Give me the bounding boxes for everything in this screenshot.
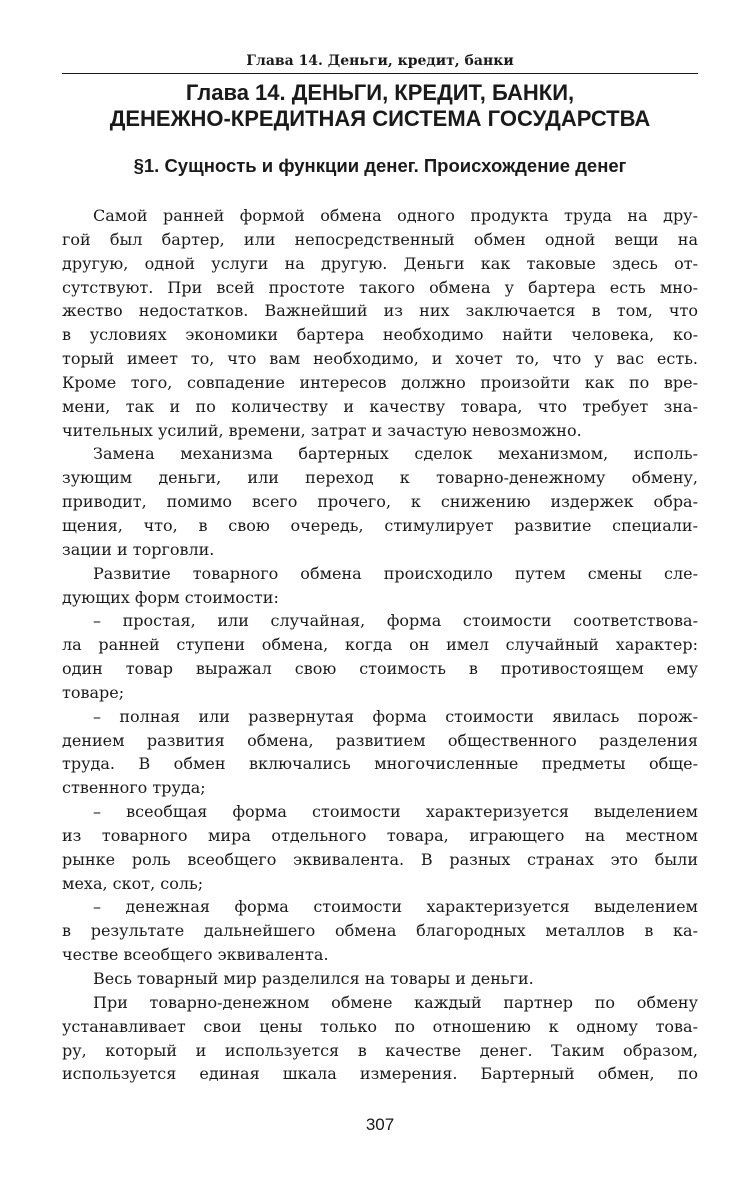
text-line: дением развития обмена, развитием общественного разделения: [62, 730, 698, 750]
text-line: меха, скот, соль;: [62, 873, 204, 893]
text-line: – денежная форма стоимости характеризуется выделением: [93, 897, 698, 917]
text-line: Кроме того, совпадение интересов должно произойти как по вре-: [62, 372, 698, 392]
text-line: честве всеобщего эквивалента.: [62, 945, 329, 965]
text-line: сутствуют. При всей простоте такого обмена у бартера есть мно-: [62, 277, 698, 297]
text-line: зации и торговли.: [62, 539, 215, 559]
text-line: устанавливает свои цены только по отношению к одному това-: [62, 1016, 698, 1036]
chapter-title: [62, 80, 698, 132]
text-line: рынке роль всеобщего эквивалента. В разных странах это были: [62, 849, 698, 869]
text-line: Развитие товарного обмена происходило путем смены сле-: [93, 563, 698, 583]
header-rule: [62, 73, 698, 74]
body-text: [62, 204, 698, 1086]
text-line: ру, который и используется в качестве денег. Таким образом,: [62, 1040, 698, 1060]
text-line: Замена механизма бартерных сделок механизмом, исполь-: [93, 444, 698, 464]
text-line: щения, что, в свою очередь, стимулирует развитие специали-: [62, 515, 698, 535]
text-line: дующих форм стоимости:: [62, 587, 279, 607]
text-line: жество недостатков. Важнейший из них заключается в том, что: [62, 301, 698, 321]
text-line: один товар выражал свою стоимость в противостоящем ему: [62, 659, 698, 679]
text-line: из товарного мира отдельного товара, играющего на местном: [62, 825, 698, 845]
chapter-title-line-1: Глава 14. ДЕНЬГИ, КРЕДИТ, БАНКИ,: [185, 80, 575, 105]
text-line: используется единая шкала измерения. Бартерный обмен, по: [62, 1064, 698, 1084]
text-line: в результате дальнейшего обмена благородных металлов в ка-: [62, 921, 698, 941]
text-line: другую, одной услуги на другую. Деньги как таковые здесь от-: [62, 253, 698, 273]
text-line: торый имеет то, что вам необходимо, и хочет то, что у вас есть.: [62, 349, 698, 369]
text-line: гой был бартер, или непосредственный обмен одной вещи на: [62, 229, 698, 249]
section-title: §1. Сущность и функции денег. Происхождение денег: [133, 155, 627, 176]
chapter-title-line-2: ДЕНЕЖНО-КРЕДИТНАЯ СИСТЕМА ГОСУДАРСТВА: [109, 106, 651, 131]
page-number: 307: [365, 1115, 395, 1134]
text-line: Самой ранней формой обмена одного продукта труда на дру-: [93, 206, 698, 225]
text-line: – полная или развернутая форма стоимости явилась порож-: [93, 706, 698, 726]
text-line: ла ранней ступени обмена, когда он имел случайный характер:: [62, 635, 698, 655]
text-line: – всеобщая форма стоимости характеризуется выделением: [93, 802, 698, 822]
text-line: – простая, или случайная, форма стоимости соответствова-: [93, 611, 698, 631]
text-line: Весь товарный мир разделился на товары и деньги.: [93, 969, 534, 988]
text-line: труда. В обмен включались многочисленные предметы обще-: [62, 754, 698, 774]
text-line: приводит, помимо всего прочего, к снижению издержек обра-: [62, 492, 698, 512]
text-line: в условиях экономики бартера необходимо найти человека, ко-: [62, 325, 698, 345]
running-head: Глава 14. Деньги, кредит, банки: [246, 53, 514, 69]
text-line: зующим деньги, или переход к товарно-денежному обмену,: [62, 468, 698, 488]
text-line: ственного труда;: [62, 778, 206, 798]
text-line: товаре;: [62, 682, 125, 702]
text-line: чительных усилий, времени, затрат и зачастую невозможно.: [62, 420, 582, 440]
text-line: мени, так и по количеству и качеству товара, что требует зна-: [62, 396, 698, 416]
text-line: При товарно-денежном обмене каждый партнер по обмену: [93, 992, 698, 1012]
